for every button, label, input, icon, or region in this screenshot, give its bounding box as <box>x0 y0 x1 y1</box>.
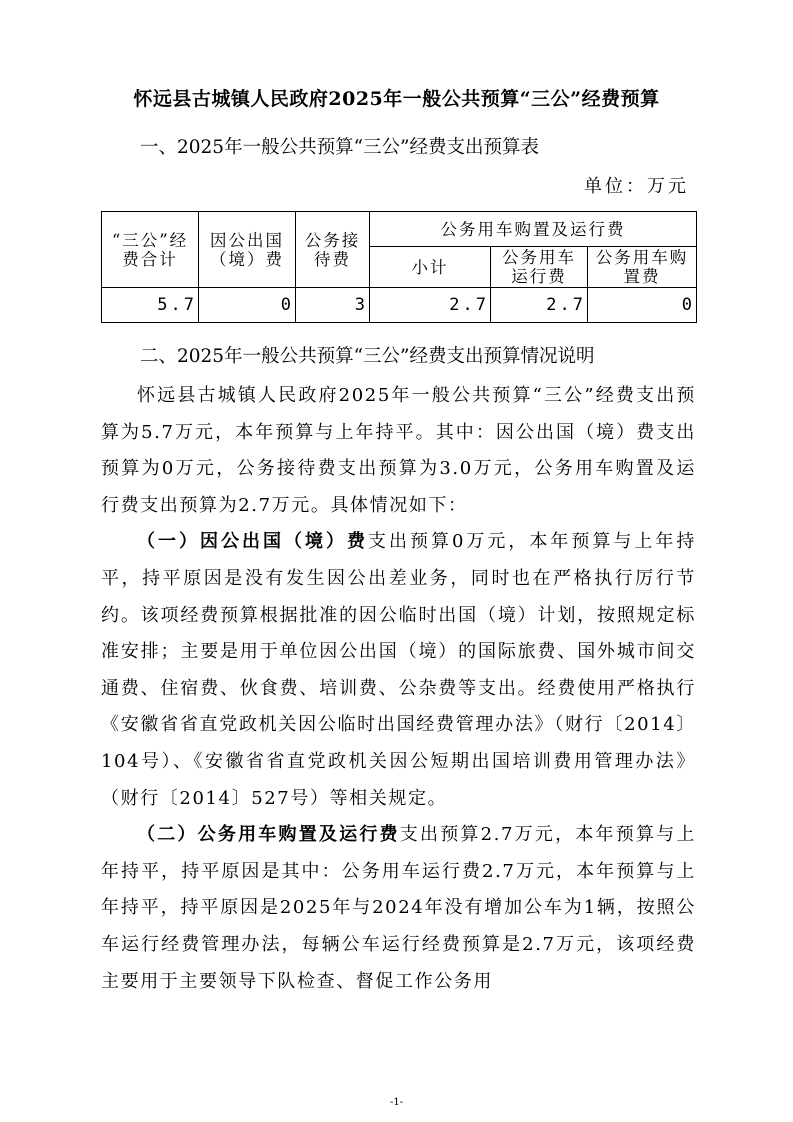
paragraph-summary: 怀远县古城镇人民政府2025年一般公共预算“三公”经费支出预算为5.7万元，本年预算与上年持平。其中：因公出国（境）费支出预算为0万元，公务接待费支出预算为3.0万元，公务用车购置及运行费支出预算为2.7万元。具体情况如下： <box>101 385 696 516</box>
paragraph-overseas <box>101 524 696 817</box>
header-reception: 公务接待费 <box>296 212 370 288</box>
header-subtotal: 小计 <box>370 247 491 288</box>
header-overseas: 因公出国（境）费 <box>199 212 296 288</box>
budget-table <box>101 211 697 323</box>
paragraph-vehicle <box>101 817 696 1000</box>
paragraph-overseas-heading: （一）因公出国（境）费 <box>137 531 368 553</box>
value-overseas: 0 <box>199 288 296 323</box>
page-number: -1- <box>389 1097 404 1108</box>
value-reception: 3 <box>296 288 370 323</box>
section-2-heading: 二、2025年一般公共预算“三公”经费支出预算情况说明 <box>140 346 595 367</box>
paragraph-vehicle-text: 支出预算2.7万元，本年预算与上年持平，持平原因是其中：公务用车运行费2.7万元，本年预算与上年持平，持平原因是2025年与2024年没有增加公车为1辆，按照公车运行经费管理办法，每辆公车运行经费预算是2.7万元，该项经费主要用于主要领导下队检查、督促工作公务用 <box>101 824 696 992</box>
header-vehicle-group: 公务用车购置及运行费 <box>370 212 697 247</box>
document-title: 怀远县古城镇人民政府2025年一般公共预算“三公”经费预算 <box>133 88 660 110</box>
value-subtotal: 2.7 <box>370 288 491 323</box>
unit-label: 单位：万元 <box>584 176 689 197</box>
paragraph-vehicle-heading: （二）公务用车购置及运行费 <box>137 824 400 846</box>
document-body <box>101 378 696 1000</box>
header-vehicle-operation: 公务用车运行费 <box>491 247 588 288</box>
section-1-heading: 一、2025年一般公共预算“三公”经费支出预算表 <box>140 137 539 158</box>
paragraph-overseas-text: 支出预算0万元，本年预算与上年持平，持平原因是没有发生因公出差业务，同时也在严格执行厉行节约。该项经费预算根据批准的因公临时出国（境）计划，按照规定标准安排；主要是用于单位因公出国（境）的国际旅费、国外城市间交通费、住宿费、伙食费、培训费、公杂费等支出。经费使用严格执行《安徽省省直党政机关因公临时出国经费管理办法》（财行〔2014〕104号）、《安徽省省直党政机关因公短期出国培训费用管理办法》（财行〔2014〕527号）等相关规定。 <box>101 531 697 809</box>
value-total: 5.7 <box>102 288 199 323</box>
header-vehicle-purchase: 公务用车购置费 <box>588 247 697 288</box>
value-vehicle-operation: 2.7 <box>491 288 588 323</box>
value-vehicle-purchase: 0 <box>588 288 697 323</box>
header-total: “三公”经费合计 <box>102 212 199 288</box>
